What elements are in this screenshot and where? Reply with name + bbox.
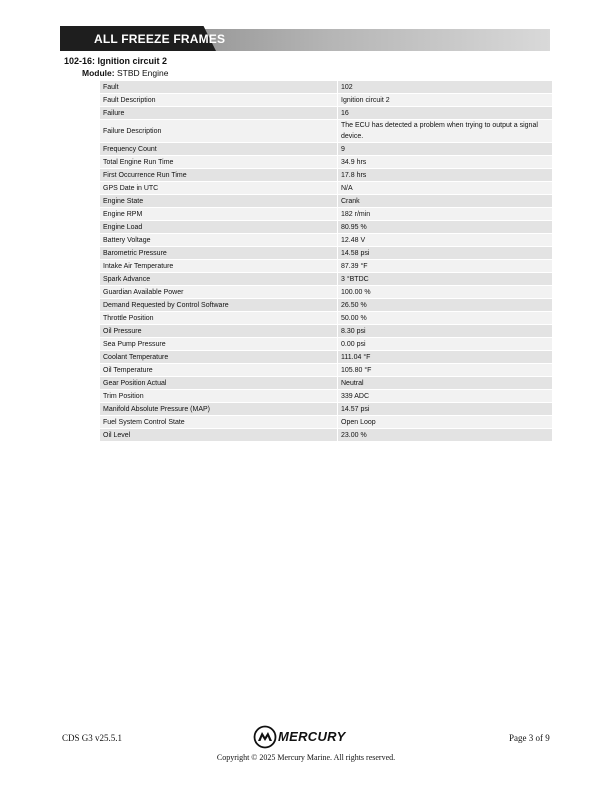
row-value: 3 °BTDC bbox=[338, 273, 553, 286]
table-row bbox=[100, 94, 552, 107]
page-number: Page 3 of 9 bbox=[509, 733, 550, 743]
row-value: 34.9 hrs bbox=[338, 156, 553, 169]
row-label: Fault bbox=[100, 81, 338, 94]
table-row bbox=[100, 286, 552, 299]
row-label: GPS Date in UTC bbox=[100, 182, 338, 195]
table-row bbox=[100, 429, 552, 442]
row-label: Gear Position Actual bbox=[100, 377, 338, 390]
row-label: Fuel System Control State bbox=[100, 416, 338, 429]
row-value: 102 bbox=[338, 81, 553, 94]
table-row bbox=[100, 195, 552, 208]
software-version: CDS G3 v25.5.1 bbox=[62, 733, 123, 743]
table-row bbox=[100, 169, 552, 182]
row-value: 50.00 % bbox=[338, 312, 553, 325]
row-label: Total Engine Run Time bbox=[100, 156, 338, 169]
section-title: ALL FREEZE FRAMES bbox=[94, 32, 226, 46]
row-label: Oil Level bbox=[100, 429, 338, 442]
freeze-frame-table bbox=[100, 81, 552, 442]
row-label: Coolant Temperature bbox=[100, 351, 338, 364]
row-label: Manifold Absolute Pressure (MAP) bbox=[100, 403, 338, 416]
mercury-emblem-icon bbox=[253, 725, 277, 749]
row-value: Neutral bbox=[338, 377, 553, 390]
table-row bbox=[100, 107, 552, 120]
table-row bbox=[100, 120, 552, 143]
row-value: The ECU has detected a problem when trying to output a signal device. bbox=[338, 120, 553, 143]
row-value: 14.57 psi bbox=[338, 403, 553, 416]
mercury-logo bbox=[253, 725, 363, 749]
table-row bbox=[100, 156, 552, 169]
row-label: Fault Description bbox=[100, 94, 338, 107]
row-label: Frequency Count bbox=[100, 143, 338, 156]
row-value: 105.80 °F bbox=[338, 364, 553, 377]
row-value: 182 r/min bbox=[338, 208, 553, 221]
module-label: Module: bbox=[82, 68, 115, 78]
table-row bbox=[100, 325, 552, 338]
row-value: 100.00 % bbox=[338, 286, 553, 299]
row-label: Battery Voltage bbox=[100, 234, 338, 247]
row-value: 111.04 °F bbox=[338, 351, 553, 364]
row-value: 0.00 psi bbox=[338, 338, 553, 351]
table-row bbox=[100, 351, 552, 364]
row-label: Failure bbox=[100, 107, 338, 120]
row-value: Open Loop bbox=[338, 416, 553, 429]
row-label: Spark Advance bbox=[100, 273, 338, 286]
row-value: 9 bbox=[338, 143, 553, 156]
module-line bbox=[82, 68, 168, 78]
row-value: Ignition circuit 2 bbox=[338, 94, 553, 107]
row-label: Engine Load bbox=[100, 221, 338, 234]
row-label: Sea Pump Pressure bbox=[100, 338, 338, 351]
brand-wordmark: MERCURY bbox=[278, 729, 346, 744]
table-row bbox=[100, 390, 552, 403]
row-value: 87.39 °F bbox=[338, 260, 553, 273]
table-row bbox=[100, 182, 552, 195]
table-row bbox=[100, 299, 552, 312]
table-row bbox=[100, 377, 552, 390]
row-value: 26.50 % bbox=[338, 299, 553, 312]
row-label: Throttle Position bbox=[100, 312, 338, 325]
row-label: Engine RPM bbox=[100, 208, 338, 221]
row-label: Oil Temperature bbox=[100, 364, 338, 377]
table-row bbox=[100, 81, 552, 94]
row-value: 8.30 psi bbox=[338, 325, 553, 338]
row-label: Trim Position bbox=[100, 390, 338, 403]
table-row bbox=[100, 221, 552, 234]
row-value: 17.8 hrs bbox=[338, 169, 553, 182]
row-value: 12.48 V bbox=[338, 234, 553, 247]
table-row bbox=[100, 312, 552, 325]
row-value: N/A bbox=[338, 182, 553, 195]
row-label: Demand Requested by Control Software bbox=[100, 299, 338, 312]
row-label: First Occurrence Run Time bbox=[100, 169, 338, 182]
table-row bbox=[100, 416, 552, 429]
table-row bbox=[100, 273, 552, 286]
row-label: Failure Description bbox=[100, 120, 338, 143]
row-value: 14.58 psi bbox=[338, 247, 553, 260]
row-value: 16 bbox=[338, 107, 553, 120]
fault-code-heading: 102-16: Ignition circuit 2 bbox=[64, 56, 168, 66]
row-value: 339 ADC bbox=[338, 390, 553, 403]
row-value: 80.95 % bbox=[338, 221, 553, 234]
table-row bbox=[100, 143, 552, 156]
row-label: Engine State bbox=[100, 195, 338, 208]
module-value: STBD Engine bbox=[116, 68, 169, 78]
table-row bbox=[100, 338, 552, 351]
row-value: Crank bbox=[338, 195, 553, 208]
row-value: 23.00 % bbox=[338, 429, 553, 442]
row-label: Intake Air Temperature bbox=[100, 260, 338, 273]
table-row bbox=[100, 247, 552, 260]
table-row bbox=[100, 403, 552, 416]
table-row bbox=[100, 364, 552, 377]
table-row bbox=[100, 234, 552, 247]
row-label: Barometric Pressure bbox=[100, 247, 338, 260]
row-label: Oil Pressure bbox=[100, 325, 338, 338]
table-row bbox=[100, 208, 552, 221]
row-label: Guardian Available Power bbox=[100, 286, 338, 299]
copyright-notice: Copyright © 2025 Mercury Marine. All rights reserved. bbox=[216, 753, 396, 762]
table-row bbox=[100, 260, 552, 273]
